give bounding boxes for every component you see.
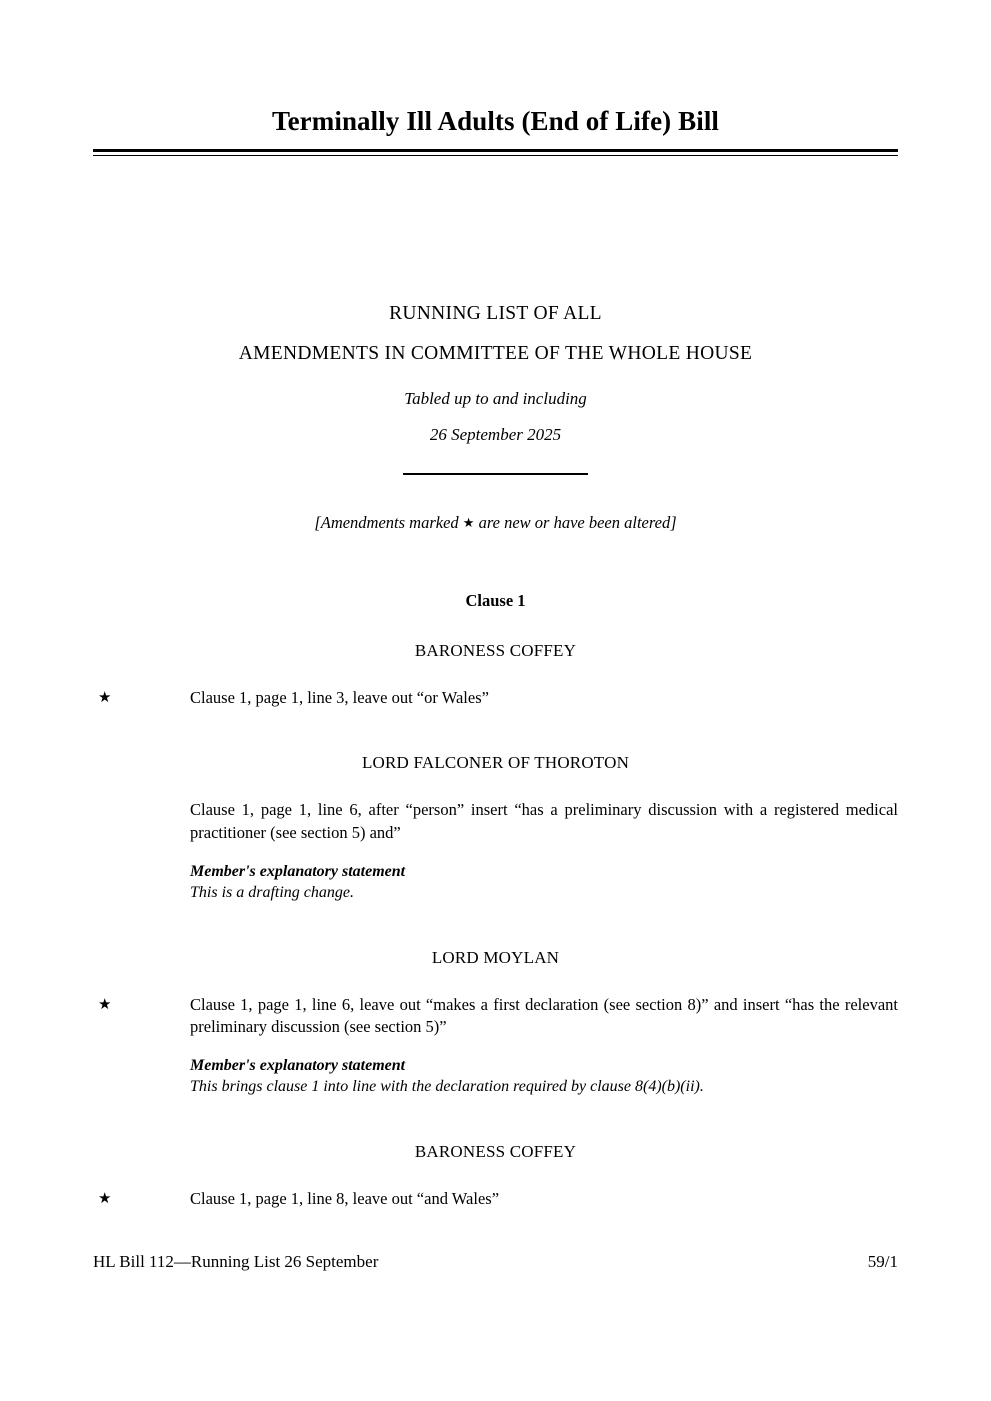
member-name: BARONESS COFFEY [414,641,577,661]
explanatory-title: Member's explanatory statement [190,862,406,880]
amendment-text: Clause 1, page 1, line 6, after “person” insert “has a preliminary discussion with a registered medical practitioner (see section 5) and” [190,800,898,842]
explanatory-statement [93,1056,898,1098]
star-icon: ★ [98,1190,112,1207]
marked-note-close: are new or have been altered] [474,513,677,533]
amendment-text: Clause 1, page 1, line 6, leave out “makes a first declaration (see section 8)” and insert “has the relevant preliminary discussion (see section 5)” [190,994,898,1036]
title-divider [93,149,898,156]
amendment-group [93,1142,898,1210]
footer-page-number: 59/1 [867,1252,898,1271]
page-footer [93,1252,898,1272]
clause-heading: Clause 1 [465,591,526,611]
amendment-text: Clause 1, page 1, line 8, leave out “and Wales” [190,1188,500,1208]
footer-bill-reference: HL Bill 112—Running List 26 September [93,1252,379,1271]
amendment-item [93,799,898,844]
star-icon: ★ [462,515,475,531]
member-name: LORD MOYLAN [431,947,560,967]
heading-line-2: AMENDMENTS IN COMMITTEE OF THE WHOLE HOUSE [238,342,753,364]
heading-line-1: RUNNING LIST OF ALL [389,303,602,325]
marked-amendments-note [93,513,898,533]
member-name: BARONESS COFFEY [414,1141,577,1161]
section-divider [403,473,588,475]
tabled-date: 26 September 2025 [429,425,562,445]
document-heading-block [93,304,898,475]
amendment-group [93,641,898,709]
page-content [93,0,898,1401]
amendment-group [93,948,898,1098]
tabled-label: Tabled up to and including [404,389,587,409]
divider-rule-thin [93,155,898,157]
divider-rule-thick [93,149,898,152]
amendment-item [93,1188,898,1210]
explanatory-statement [93,862,898,904]
explanatory-body: This brings clause 1 into line with the declaration required by clause 8(4)(b)(ii). [190,1077,704,1095]
star-icon: ★ [98,996,112,1013]
amendment-item [93,687,898,709]
amendment-text: Clause 1, page 1, line 3, leave out “or Wales” [190,688,489,708]
member-name: LORD FALCONER OF THOROTON [361,753,630,773]
explanatory-body: This is a drafting change. [190,883,355,901]
amendment-item [93,994,898,1039]
amendment-group [93,753,898,903]
star-icon: ★ [98,690,112,707]
page-title: Terminally Ill Adults (End of Life) Bill [271,106,720,136]
marked-note-open: [Amendments marked [314,513,463,533]
explanatory-title: Member's explanatory statement [190,1057,406,1075]
